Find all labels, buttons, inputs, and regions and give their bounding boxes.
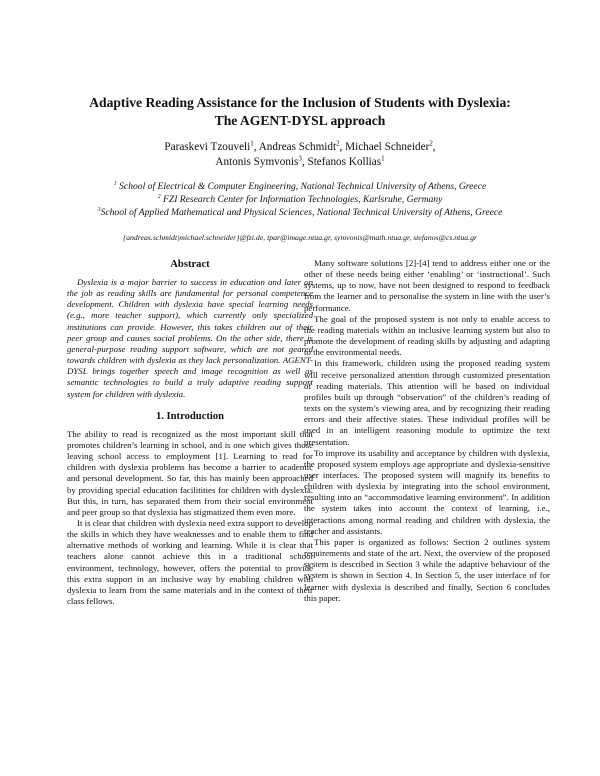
body-paragraph-2: The goal of the proposed system is not only to enable access to the reading materials within an inclusive learning system but also to promote the development of reading skills by adjusting and adapting to the environmental needs. [304, 313, 550, 358]
affiliation-3 [20, 206, 580, 219]
body-paragraph-4: To improve its usability and acceptance by children with dyslexia, the proposed system employs age appropriate and dyslexia-sensitive user interfaces. The proposed system will magnify its benefits to children with dyslexia by integrating into the school environment, resulting into an “accommodative learning environment”. In addition the system takes into account the context of learning, i.e., interactions among normal reading and children with dyslexia, the teacher and assistants. [304, 447, 550, 536]
title-line-2: The AGENT-DYSL approach [214, 113, 386, 128]
author-affil-mark: 2 [429, 139, 433, 148]
author-affil-mark: 3 [298, 154, 302, 163]
title-line-1: Adaptive Reading Assistance for the Inclusion of Students with Dyslexia: [89, 95, 511, 110]
author-name: , Michael Schneider [339, 141, 430, 153]
affiliation-mark: 2 [157, 193, 161, 200]
introduction-heading: 1. Introduction [155, 410, 225, 422]
author-name: Paraskevi Tzouveli [164, 141, 251, 153]
affiliation-mark: 1 [113, 180, 117, 187]
author-affil-mark: 1 [381, 154, 385, 163]
left-column [67, 258, 313, 607]
author-list [40, 140, 560, 170]
body-paragraph-3: In this framework, children using the proposed reading system will receive personalized attention through customized presentation of reading materials. This attention will be based on individual profiles built up through “observation” of the children’s reading of texts on the system’s viewing area, and by recognizing their reading errors and their affective states. These individual profiles will be used in an intelligent reasoning module to optimize the text presentation. [304, 358, 550, 447]
author-affil-mark: 1 [250, 139, 254, 148]
author-name: Antonis Symvonis [215, 156, 299, 168]
affiliation-1 [20, 180, 580, 193]
author-affil-mark: 2 [336, 139, 340, 148]
author-emails: {andreas.schmidt|michael.schneider}@fzi.de, tpar@image.ntua.gr, symvonis@math.ntua.gr, stefanos@cs.ntua.gr [122, 233, 478, 242]
intro-paragraph-1: The ability to read is recognized as the most important skill that promotes children’s learning in school, and is one which gives those leaving school access to employment [1]. Learning to read for children with dyslexia problems has become a barrier to academic and personal development. So far, this has mainly been approached by providing special education facilitities for children with dyslexia. But this, in turn, has separated them from their social environment and peer group so that dyslexia has stigmatized them even more. [67, 428, 313, 517]
paper-title [40, 94, 560, 130]
right-column [304, 258, 550, 604]
affiliation-mark: 3 [97, 206, 101, 213]
author-line-1 [40, 140, 560, 155]
affiliation-text: FZI Research Center for Information Technologies, Karlsruhe, Germany [160, 194, 443, 205]
abstract-body: Dyslexia is a major barrier to success in education and later on the job as reading skills are fundamental for personal competence development. Children with dyslexia have special learning needs (e.g., more teacher support), which currently only specialized institutions can provide. However, this takes children out of their peer group and causes social problems. On the other side, there is general-purpose reading support software, which are not geared towards children with dyslexia as they lack personalization. AGENT-DYSL brings together speech and image recognition as well as semantic technologies to build a truly adaptive reading support system for children with dyslexia. [67, 277, 313, 399]
affiliation-text: School of Applied Mathematical and Physical Sciences, National Technical University of Athens, Greece [100, 207, 503, 218]
author-separator: , [432, 141, 436, 153]
affiliation-2 [20, 193, 580, 206]
affiliations [20, 180, 580, 219]
author-name: , Andreas Schmidt [253, 141, 337, 153]
affiliation-text: School of Electrical & Computer Engineering, National Technical University of Athens, Greece [116, 181, 487, 192]
author-name: , Stefanos Kollias [301, 156, 382, 168]
abstract-heading: Abstract [170, 259, 210, 270]
intro-paragraph-2: It is clear that children with dyslexia need extra support to develop the skills in which they have weaknesses and to enable them to find alternative methods of working and learning. While it is clear that teachers alone cannot achieve this in a traditional school environment, technology, however, offers the potential to provide this extra support in an inclusive way by enabling children with dyslexia to learn from the same materials and in the context of their class fellows. [67, 517, 314, 607]
body-paragraph-1: Many software solutions [2]-[4] tend to address either one or the other of these needs being either ‘enabling’ or ‘instructional’. Such systems, up to now, have not been designed to respond to feedback from the learner and to personalise the system in line with the user’s performance. [304, 258, 550, 313]
body-paragraph-5: This paper is organized as follows: Section 2 outlines system requirements and state of the art. Next, the overview of the proposed system is described in Section 3 while the adaptive behaviour of the system is shown in Section 4. In Section 5, the user interface of for learner with dyslexia is described and finally, Section 6 concludes this paper. [304, 536, 550, 603]
author-line-2 [40, 155, 560, 170]
